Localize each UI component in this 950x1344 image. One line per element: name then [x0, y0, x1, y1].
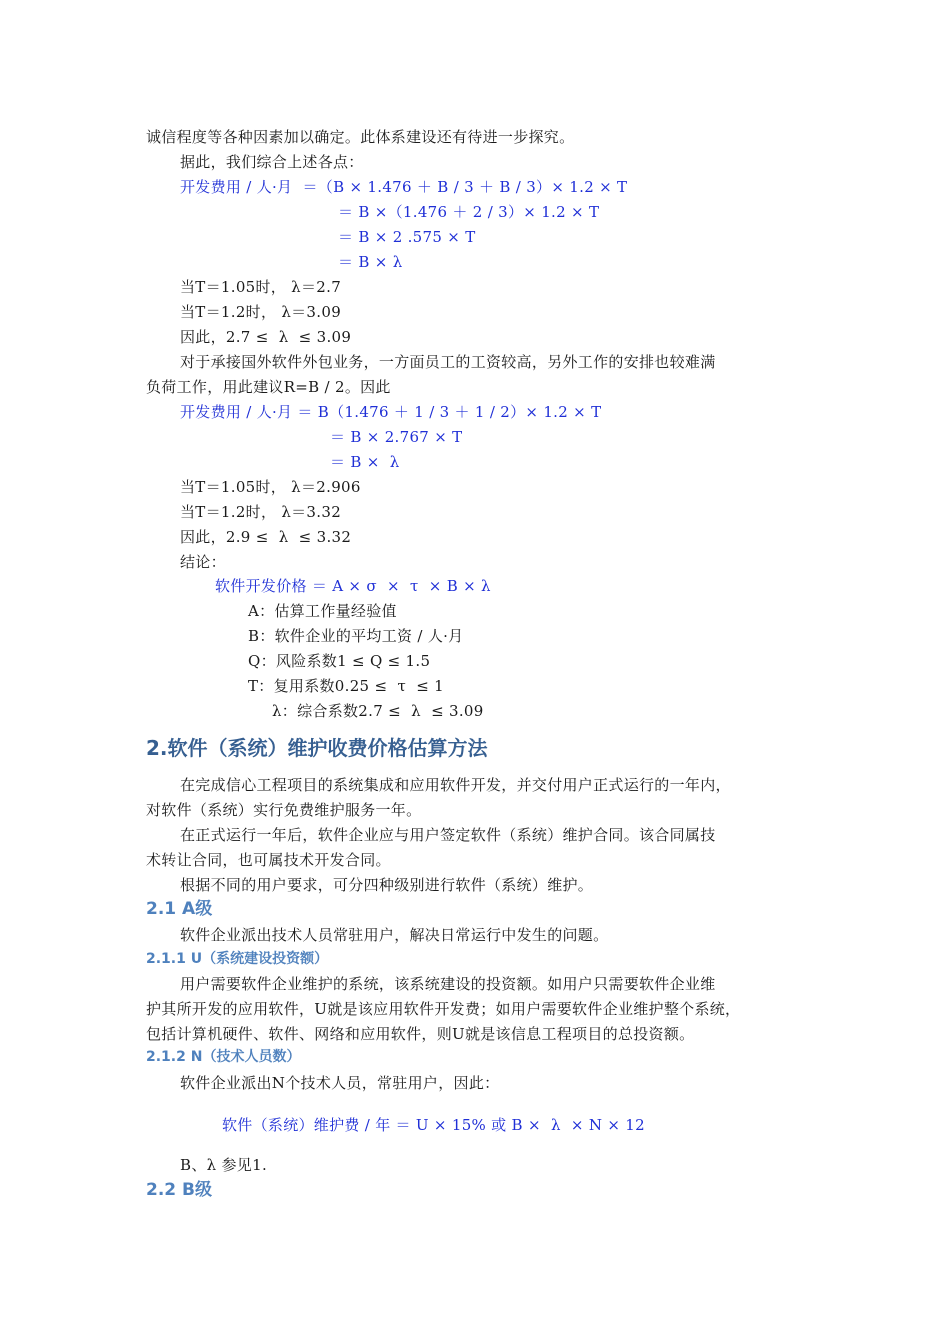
body-text-line: 在完成信心工程项目的系统集成和应用软件开发，并交付用户正式运行的一年内， [180, 776, 731, 794]
body-text-line: 据此，我们综合上述各点： [180, 153, 364, 171]
body-text-line: 当T＝1.2时， λ＝3.32 [180, 503, 342, 521]
subsection-heading: 2.2 B级 [146, 1180, 212, 1200]
body-text-line: 当T＝1.2时， λ＝3.09 [180, 303, 342, 321]
formula-line: 开发费用 / 人·月 ＝ B（1.476 ＋ 1 / 3 ＋ 1 / 2）× 1.2 × T [180, 403, 602, 421]
subsection-heading: 2.1 A级 [146, 899, 213, 919]
definition-line: T：复用系数0.25 ≤ τ ≤ 1 [248, 677, 444, 695]
body-text-line: 结论： [180, 553, 226, 571]
body-text-line: 用户需要软件企业维护的系统，该系统建设的投资额。如用户只需要软件企业维 [180, 975, 716, 993]
body-text-line: B、λ 参见1. [180, 1156, 268, 1174]
subsubsection-heading: 2.1.1 U（系统建设投资额） [146, 951, 329, 967]
formula-line: ＝ B × λ [338, 253, 403, 271]
subsubsection-heading: 2.1.2 N（技术人员数） [146, 1049, 301, 1065]
body-text-line: 对软件（系统）实行免费维护服务一年。 [146, 801, 422, 819]
body-text-line: 当T＝1.05时， λ＝2.906 [180, 478, 361, 496]
body-text-line: 负荷工作，用此建议R=B / 2。因此 [146, 378, 391, 396]
definition-line: B：软件企业的平均工资 / 人·月 [248, 627, 464, 645]
body-text-line: 护其所开发的应用软件，U就是该应用软件开发费；如用户需要软件企业维护整个系统， [146, 1000, 741, 1018]
body-text-line: 因此，2.9 ≤ λ ≤ 3.32 [180, 528, 352, 546]
definition-line: A：估算工作量经验值 [248, 602, 397, 620]
formula-line: ＝ B × 2.767 × T [330, 428, 463, 446]
body-text-line: 软件企业派出技术人员常驻用户，解决日常运行中发生的问题。 [180, 926, 609, 944]
body-text-line: 因此，2.7 ≤ λ ≤ 3.09 [180, 328, 352, 346]
formula-line: 软件开发价格 ＝ A × σ × τ × B × λ [215, 577, 491, 595]
formula-line: ＝ B × 2 .575 × T [338, 228, 476, 246]
section-heading: 2.软件（系统）维护收费价格估算方法 [146, 736, 488, 760]
body-text-line: 对于承接国外软件外包业务，一方面员工的工资较高，另外工作的安排也较难满 [180, 353, 716, 371]
formula-line: 软件（系统）维护费 / 年 ＝ U × 15% 或 B × λ × N × 12 [222, 1116, 645, 1134]
formula-line: ＝ B × λ [330, 453, 400, 471]
body-text-line: 诚信程度等各种因素加以确定。此体系建设还有待进一步探究。 [146, 128, 575, 146]
body-text-line: 当T＝1.05时， λ＝2.7 [180, 278, 342, 296]
body-text-line: 术转让合同，也可属技术开发合同。 [146, 851, 391, 869]
formula-line: ＝ B ×（1.476 ＋ 2 / 3）× 1.2 × T [338, 203, 600, 221]
body-text-line: 在正式运行一年后，软件企业应与用户签定软件（系统）维护合同。该合同属技 [180, 826, 716, 844]
body-text-line: 包括计算机硬件、软件、网络和应用软件，则U就是该信息工程项目的总投资额。 [146, 1025, 695, 1043]
body-text-line: 根据不同的用户要求，可分四种级别进行软件（系统）维护。 [180, 876, 594, 894]
definition-line: λ：综合系数2.7 ≤ λ ≤ 3.09 [272, 702, 484, 720]
body-text-line: 软件企业派出N个技术人员，常驻用户，因此： [180, 1074, 500, 1092]
formula-line: 开发费用 / 人·月 ＝（B × 1.476 ＋ B / 3 ＋ B / 3）× 1.2 × T [180, 178, 628, 196]
definition-line: Q：风险系数1 ≤ Q ≤ 1.5 [248, 652, 431, 670]
